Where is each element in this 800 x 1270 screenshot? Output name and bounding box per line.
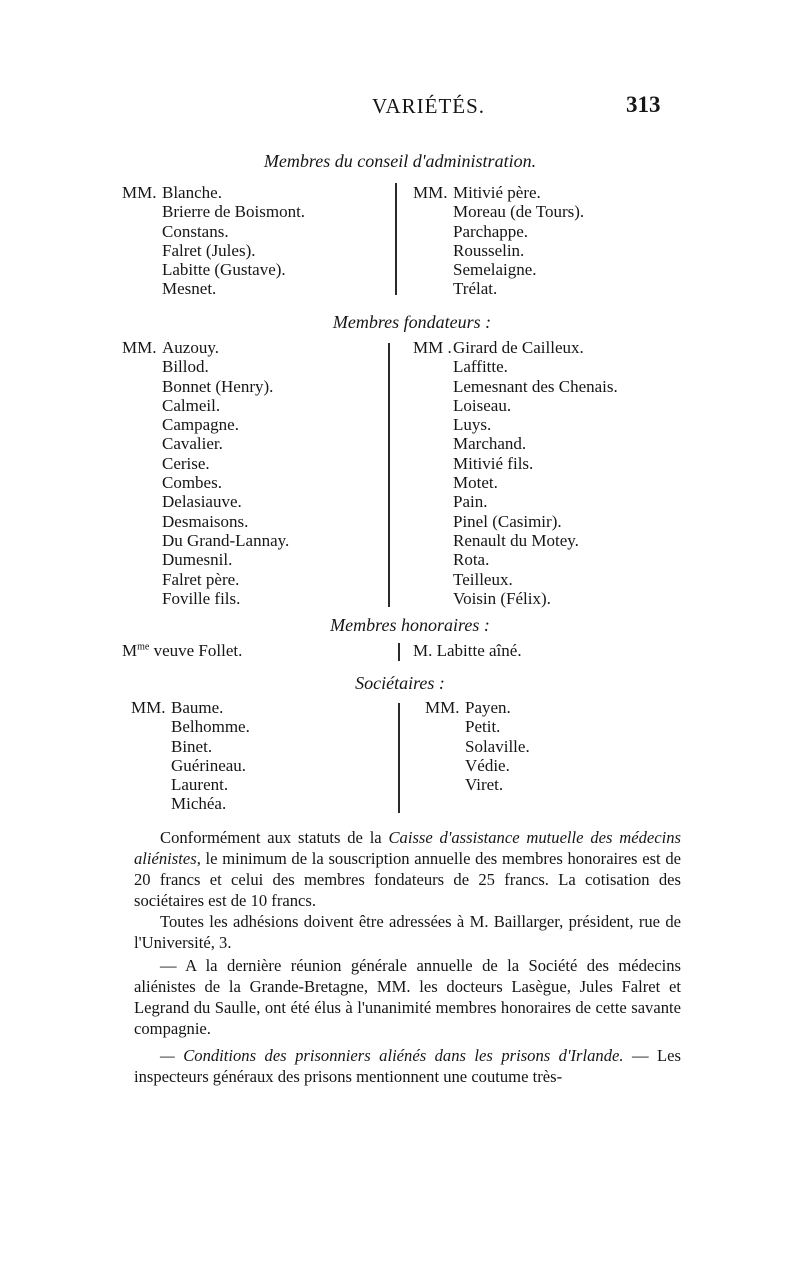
member-name: Belhomme. xyxy=(171,717,250,737)
honoraires-left-entry xyxy=(122,641,242,661)
member-name: Brierre de Boismont. xyxy=(162,202,306,222)
member-name: Falret (Jules). xyxy=(162,240,256,260)
member-name: Calmeil. xyxy=(162,395,221,415)
member-name: Moreau (de Tours). xyxy=(453,202,585,222)
p1-text-b: , le minimum de la souscription annuelle des membres honoraires est de 20 francs et celui des membres fondateurs de 25 francs. La cotisation des sociétaires est de 10 francs. xyxy=(134,849,681,910)
member-name: Marchand. xyxy=(453,434,527,454)
member-name: Campagne. xyxy=(162,415,239,435)
member-name xyxy=(122,183,305,202)
heading-honoraires: Membres honoraires : xyxy=(330,615,490,635)
member-name xyxy=(131,698,250,717)
member-name xyxy=(413,338,618,357)
member-name: Petit. xyxy=(465,717,501,737)
member-name: Teilleux. xyxy=(453,569,513,589)
mm-label: MM. xyxy=(413,183,448,202)
member-name: Rousselin. xyxy=(453,240,525,260)
member-name: Rota. xyxy=(453,550,490,570)
member-name-text: Blanche. xyxy=(162,183,222,202)
paragraph-societe-anglaise: — A la dernière réunion générale annuelle de la Société des médecins aliénistes de la Grande-Bretagne, MM. les docteurs Lasègue, Jules Falret et Legrand du Saulle, ont été élus à l'unanimité membres honoraires de cette savante compagnie. xyxy=(134,956,681,1038)
page-number: 313 xyxy=(626,92,661,117)
paragraph-statuts xyxy=(134,827,681,911)
member-name: Michéa. xyxy=(171,794,227,814)
member-name-text: Auzouy. xyxy=(162,338,219,357)
p4-italic: — Conditions des prisonniers aliénés dans les prisons d'Irlande. xyxy=(160,1046,624,1065)
member-name-text: Girard de Cailleux. xyxy=(453,338,584,357)
conseil-right-column xyxy=(413,183,584,299)
paragraph-adhesions: Toutes les adhésions doivent être adressées à M. Baillarger, président, rue de l'Université, 3. xyxy=(134,912,681,952)
honoraires-prefix: M xyxy=(122,641,138,660)
member-name xyxy=(413,183,584,202)
member-name: Du Grand-Lannay. xyxy=(162,530,290,550)
member-name: Loiseau. xyxy=(453,395,512,415)
member-name: Viret. xyxy=(465,775,504,795)
column-divider xyxy=(398,643,400,661)
column-divider xyxy=(398,703,400,813)
member-name: Mitivié fils. xyxy=(453,453,534,473)
mm-label: MM. xyxy=(425,698,460,717)
member-name-text: Baume. xyxy=(171,698,224,717)
societaires-left-column xyxy=(131,698,250,814)
paragraph-irlande xyxy=(134,1045,681,1087)
running-head xyxy=(0,94,800,124)
honoraires-name: veuve Follet. xyxy=(153,641,243,660)
member-name: Voisin (Félix). xyxy=(453,588,551,608)
running-head-title: VARIÉTÉS. xyxy=(372,94,486,118)
member-name: Trélat. xyxy=(453,279,498,299)
member-name: Desmaisons. xyxy=(162,511,249,531)
member-name: Billod. xyxy=(162,357,209,377)
member-name: Solaville. xyxy=(465,736,530,756)
member-name: Falret père. xyxy=(162,569,240,589)
member-name: Pinel (Casimir). xyxy=(453,511,562,531)
member-name: Parchappe. xyxy=(453,221,529,241)
p1-italic: Caisse d'assistance mutuelle des médecins aliénistes xyxy=(134,828,681,868)
honoraires-sup: me xyxy=(137,641,150,653)
heading-conseil: Membres du conseil d'administration. xyxy=(263,151,537,171)
member-name: Constans. xyxy=(162,221,229,241)
member-name: Mesnet. xyxy=(162,279,217,299)
member-name: Védie. xyxy=(465,755,510,775)
heading-societaires: Sociétaires : xyxy=(355,673,445,693)
societaires-right-column xyxy=(425,698,530,794)
member-name: Cavalier. xyxy=(162,434,223,454)
body-text xyxy=(134,827,681,953)
member-name: Dumesnil. xyxy=(162,550,233,570)
column-divider xyxy=(388,343,390,607)
member-name: Renault du Motey. xyxy=(453,530,579,550)
member-name: Semelaigne. xyxy=(453,260,537,280)
member-name: Binet. xyxy=(171,736,213,756)
member-name: Laurent. xyxy=(171,775,229,795)
fondateurs-right-column xyxy=(413,338,618,608)
column-divider xyxy=(395,183,397,295)
p4-text: — Les inspecteurs généraux des prisons mentionnent une coutume très- xyxy=(134,1046,681,1086)
fondateurs-left-column xyxy=(122,338,289,608)
member-name xyxy=(425,698,530,717)
mm-label: MM. xyxy=(131,698,166,717)
member-name: Cerise. xyxy=(162,453,210,473)
mm-label: MM. xyxy=(122,183,157,202)
conseil-left-column xyxy=(122,183,305,299)
member-name xyxy=(122,338,289,357)
member-name: Motet. xyxy=(453,473,498,493)
member-name-text: Mitivié père. xyxy=(453,183,541,202)
member-name: Pain. xyxy=(453,492,488,512)
member-name: Luys. xyxy=(453,415,492,435)
member-name: Labitte (Gustave). xyxy=(162,260,286,280)
honoraires-right-entry: M. Labitte aîné. xyxy=(413,641,522,660)
p1-text-a: Conformément aux statuts de la xyxy=(160,828,389,847)
member-name: Bonnet (Henry). xyxy=(162,376,274,396)
mm-label: MM. xyxy=(122,338,157,357)
member-name-text: Payen. xyxy=(465,698,511,717)
member-name: Combes. xyxy=(162,473,222,493)
member-name: Delasiauve. xyxy=(162,492,242,512)
member-name: Laffitte. xyxy=(453,357,508,377)
member-name: Foville fils. xyxy=(162,588,241,608)
heading-fondateurs: Membres fondateurs : xyxy=(332,312,492,332)
body-text-3 xyxy=(134,1045,681,1087)
member-name: Guérineau. xyxy=(171,755,247,775)
mm-label: MM . xyxy=(413,338,452,357)
member-name: Lemesnant des Chenais. xyxy=(453,376,618,396)
body-text-2 xyxy=(134,955,681,1039)
